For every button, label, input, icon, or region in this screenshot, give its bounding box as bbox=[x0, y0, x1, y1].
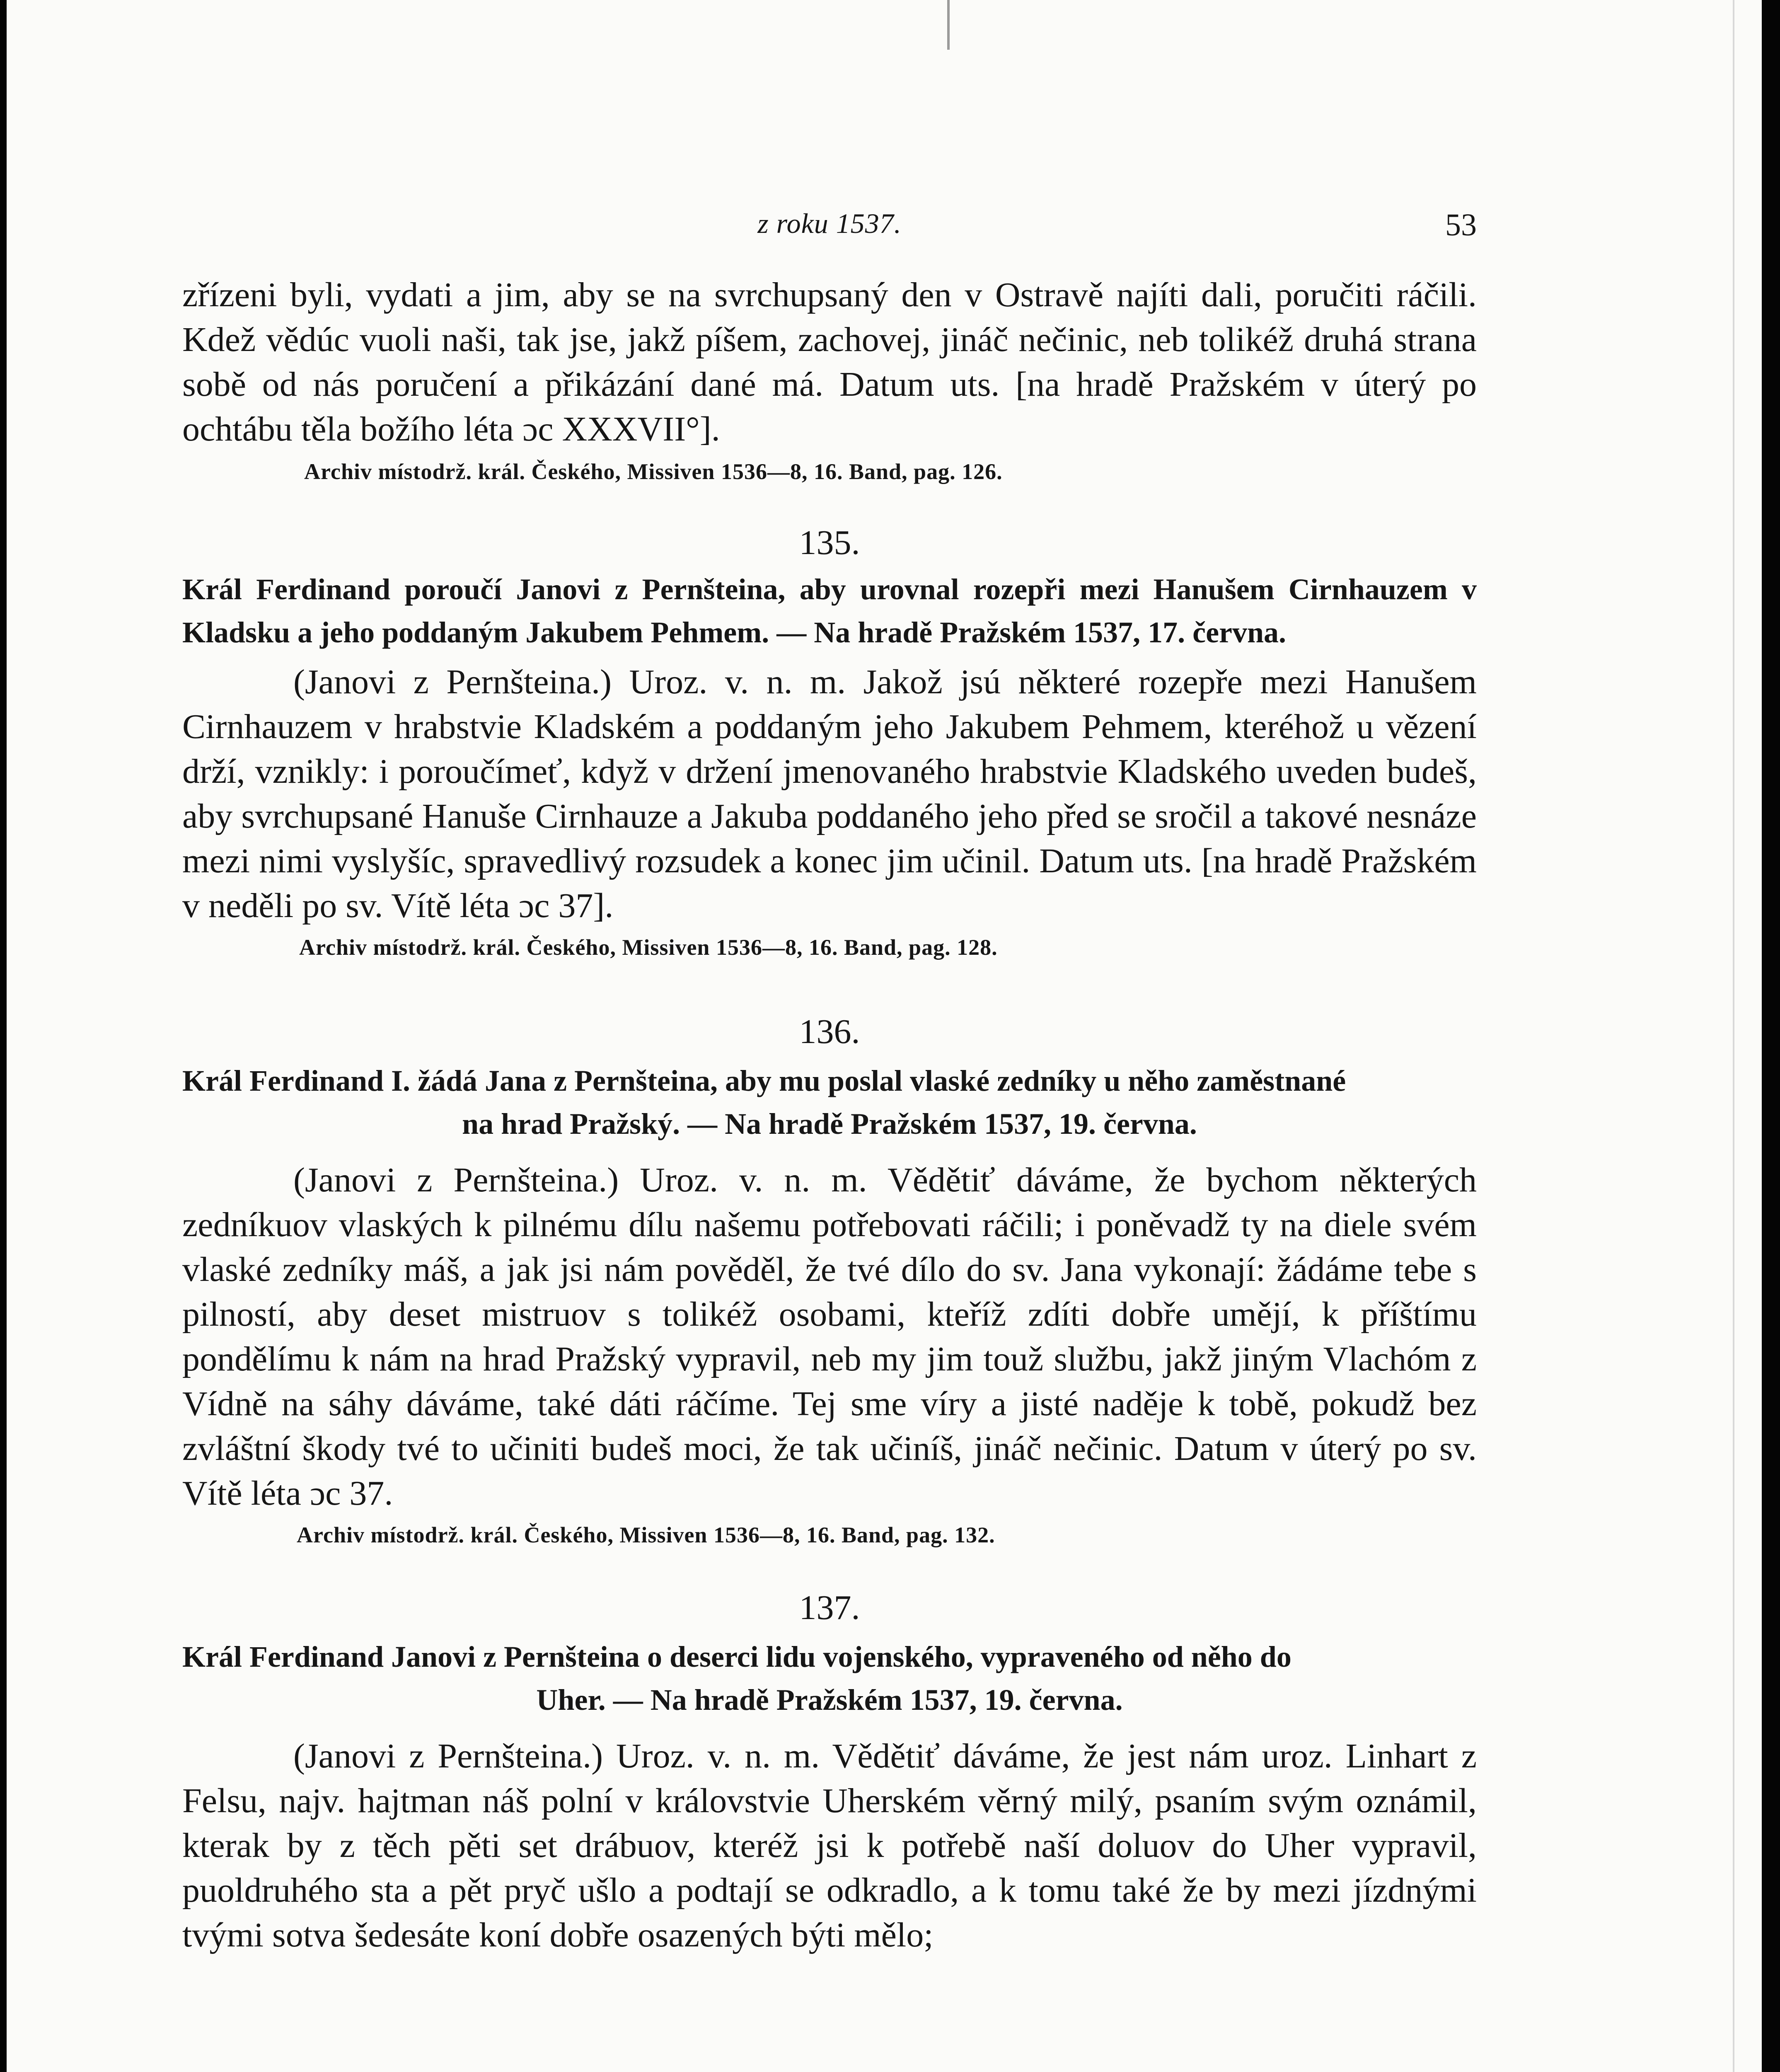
document-number: 136. bbox=[799, 1012, 860, 1051]
document-text: (Janovi z Pernšteina.) Uroz. v. n. m. Vědětiť dáváme, že bychom některých zedníkuov vlaských k pilnému dílu našemu potřebovati ráčili; i poněvadž ty na diele svém vlaské zedníky máš, a jak jsi nám pověděl, že tvé dílo do sv. Jana vykonají: žádáme tebe s pilností, aby deset mistruov s tolikéž osobami, kteříž zdíti dobře umějí, k příštímu pondělímu k nám na hrad Pražský vypravil, neb my jim touž službu, jakž jiným Vlachóm z Vídně na sáhy dáváme, také dáti ráčíme. Tej sme víry a jisté naděje k tobě, pokudž bez zvláštní škody tvé to učiniti budeš moci, že tak učiníš, jináč nečinic. Datum v úterý po sv. Vítě léta ɔc 37. bbox=[182, 1161, 1477, 1513]
document-regest-line-1: Král Ferdinand Janovi z Pernšteina o deserci lidu vojenského, vypraveného od něho do bbox=[182, 1640, 1291, 1673]
scan-artifact-top bbox=[947, 0, 950, 50]
running-title: z roku 1537. bbox=[757, 208, 902, 239]
document-number: 137. bbox=[799, 1588, 860, 1627]
document-regest: Král Ferdinand poroučí Janovi z Pernšteina, aby urovnal rozepři mezi Hanušem Cirnhauzem v Kladsku a jeho poddaným Jakubem Pehmem. — Na hradě Pražském 1537, 17. června. bbox=[182, 573, 1477, 649]
document-135 bbox=[182, 518, 1477, 965]
intro-source: Archiv místodrž. král. Českého, Missiven 1536—8, 16. Band, pag. 126. bbox=[304, 459, 1003, 484]
intro-block bbox=[182, 273, 1477, 489]
document-137 bbox=[182, 1583, 1477, 1958]
page-number: 53 bbox=[1445, 208, 1477, 242]
document-number: 135. bbox=[799, 523, 860, 562]
document-source: Archiv místodrž. král. Českého, Missiven 1536—8, 16. Band, pag. 132. bbox=[297, 1523, 995, 1547]
scan-artifact-right bbox=[1733, 0, 1734, 2072]
intro-paragraph: zřízeni byli, vydati a jim, aby se na svrchupsaný den v Ostravě najíti dali, poručiti ráčili. Kdež vědúc vuoli naši, tak jse, jakž píšem, zachovej, jináč nečinic, neb tolikéž druhá strana sobě od nás poručení a přikázání dané má. Datum uts. [na hradě Pražském v úterý po ochtábu těla božího léta ɔc XXXVII°]. bbox=[182, 276, 1477, 448]
document-regest-line-2: Uher. — Na hradě Pražském 1537, 19. června. bbox=[536, 1683, 1123, 1716]
document-136 bbox=[182, 1007, 1477, 1552]
document-text: (Janovi z Pernšteina.) Uroz. v. n. m. Vědětiť dáváme, že jest nám uroz. Linhart z Felsu, najv. hajtman náš polní v královstvie Uherském věrný milý, psaním svým oznámil, kterak by z těch pěti set drábuov, kteréž jsi k potřebě naší doluov do Uher vypravil, puoldruhého sta a pět pryč ušlo a podtají se odkradlo, a k tomu také že by mezi jízdnými tvými sotva šedesáte koní dobře osazených býti mělo; bbox=[182, 1737, 1477, 1954]
document-regest-line-2: na hrad Pražský. — Na hradě Pražském 1537, 19. června. bbox=[462, 1107, 1197, 1140]
document-text: (Janovi z Pernšteina.) Uroz. v. n. m. Jakož jsú některé rozepře mezi Hanušem Cirnhauzem v hrabstvie Kladském a poddaným jeho Jakubem Pehmem, kteréhož u vězení drží, vznikly: i poroučímeť, když v držení jmenovaného hrabstvie Kladského uveden budeš, aby svrchupsané Hanuše Cirnhauze a Jakuba poddaného jeho před se sročil a takové nesnáze mezi nimi vyslyšíc, spravedlivý rozsudek a konec jim učinil. Datum uts. [na hradě Pražském v neděli po sv. Vítě léta ɔc 37]. bbox=[182, 663, 1477, 925]
page-header bbox=[182, 207, 1477, 249]
document-regest-line-1: Král Ferdinand I. žádá Jana z Pernšteina, aby mu poslal vlaské zedníky u něho zaměstnané bbox=[182, 1064, 1346, 1097]
document-source: Archiv místodrž. král. Českého, Missiven 1536—8, 16. Band, pag. 128. bbox=[299, 935, 998, 960]
scanned-page bbox=[7, 0, 1762, 2072]
